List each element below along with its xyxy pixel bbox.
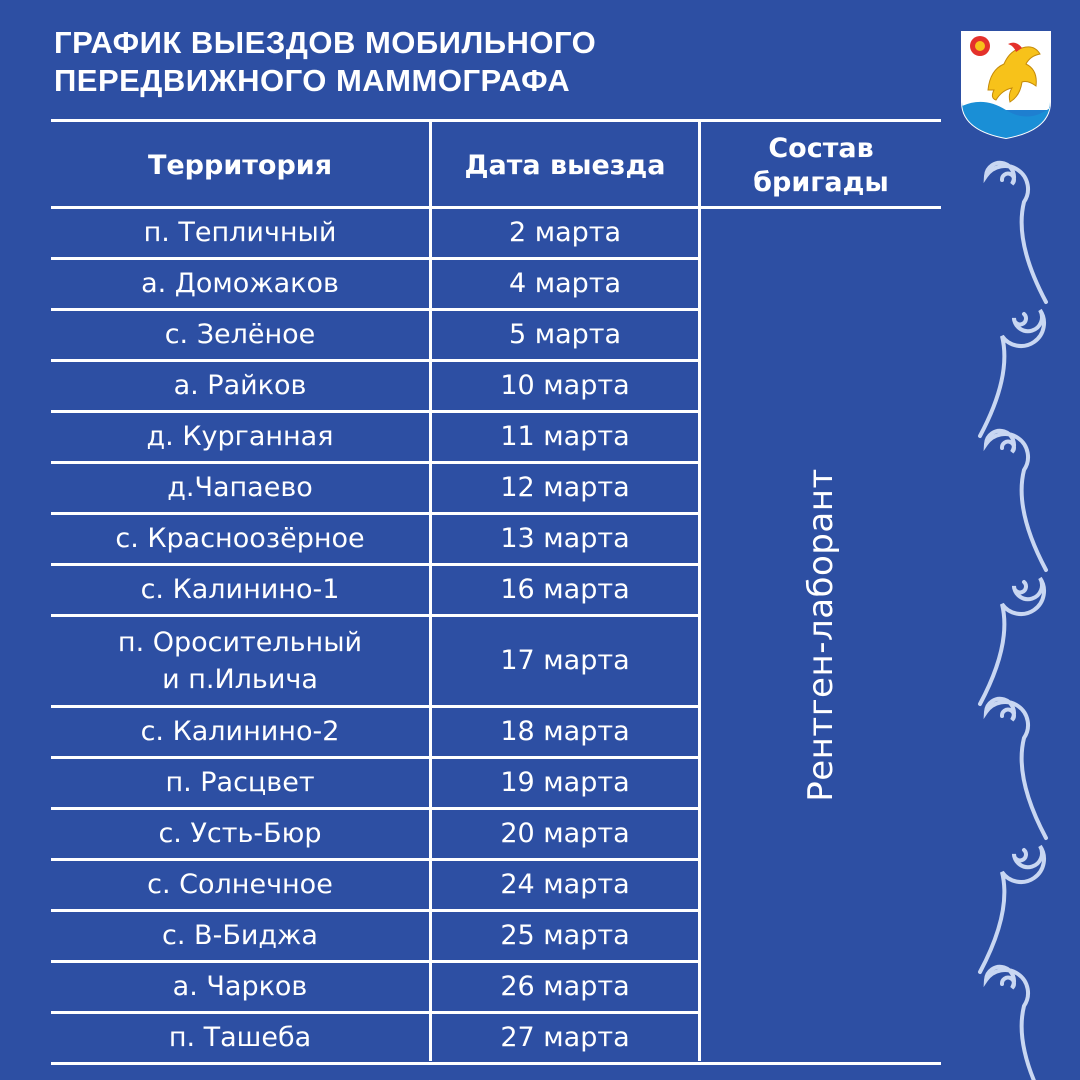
territory-cell: с. Калинино-2 xyxy=(140,716,340,747)
row-divider xyxy=(51,512,698,515)
date-cell: 18 марта xyxy=(500,716,630,747)
date-cell: 27 марта xyxy=(500,1022,630,1053)
row-divider xyxy=(51,756,698,759)
date-cell: 5 марта xyxy=(508,319,622,350)
row-divider xyxy=(51,858,698,861)
swirl-ornament-icon xyxy=(986,163,1046,302)
header-date: Дата выезда xyxy=(464,149,666,181)
row-divider xyxy=(51,1062,941,1065)
territory-cell: п. Тепличный xyxy=(143,217,337,248)
row-divider xyxy=(51,410,698,413)
date-cell: 20 марта xyxy=(500,818,630,849)
row-divider xyxy=(51,461,698,464)
territory-cell: а. Чарков xyxy=(172,971,308,1002)
schedule-table xyxy=(51,119,941,1064)
territory-cell: с. Красноозёрное xyxy=(115,523,365,554)
row-divider xyxy=(51,705,698,708)
page-title xyxy=(54,24,596,100)
row-divider xyxy=(51,1011,698,1014)
column-divider-2 xyxy=(698,119,701,1061)
territory-cell: с. В-Биджа xyxy=(162,920,318,951)
column-divider-1 xyxy=(429,119,432,1061)
territory-cell: а. Райков xyxy=(173,370,307,401)
row-divider xyxy=(51,257,698,260)
swirl-ornament-icon xyxy=(986,699,1046,838)
territory-cell: д.Чапаево xyxy=(167,472,313,503)
territory-cell: д. Курганная xyxy=(146,421,334,452)
brigade-value: Рентген-лаборант xyxy=(801,468,841,802)
territory-cell: с. Усть-Бюр xyxy=(158,818,322,849)
row-divider xyxy=(51,614,698,617)
date-cell: 11 марта xyxy=(500,421,630,452)
swirl-ornament-icon xyxy=(962,130,1080,1080)
territory-cell: с. Калинино-1 xyxy=(140,574,340,605)
swirl-ornament-icon xyxy=(980,310,1044,436)
territory-cell: с. Зелёное xyxy=(164,319,316,350)
territory-cell: п. Расцвет xyxy=(165,767,315,798)
row-divider xyxy=(51,807,698,810)
territory-cell: с. Солнечное xyxy=(147,869,333,900)
row-divider xyxy=(51,308,698,311)
swirl-ornament-icon xyxy=(986,431,1046,570)
row-divider xyxy=(51,359,698,362)
date-cell: 13 марта xyxy=(500,523,630,554)
date-cell: 24 марта xyxy=(500,869,630,900)
territory-cell: а. Доможаков xyxy=(141,268,339,299)
title-line-1: ГРАФИК ВЫЕЗДОВ МОБИЛЬНОГО xyxy=(54,25,597,60)
title-line-2: ПЕРЕДВИЖНОГО МАММОГРАФА xyxy=(54,63,571,98)
date-cell: 4 марта xyxy=(508,268,622,299)
swirl-ornament-icon xyxy=(980,846,1044,972)
date-cell: 2 марта xyxy=(508,217,622,248)
header-brigade: Состав бригады xyxy=(753,132,889,198)
row-divider xyxy=(51,563,698,566)
header-territory: Территория xyxy=(147,149,333,181)
swirl-ornament-icon xyxy=(986,967,1046,1080)
table-top-line xyxy=(51,119,941,122)
date-cell: 12 марта xyxy=(500,472,630,503)
territory-cell: п. Оросительный и п.Ильича xyxy=(117,627,363,695)
territory-cell: п. Ташеба xyxy=(168,1022,312,1053)
header-bottom-line xyxy=(51,206,941,209)
row-divider xyxy=(51,960,698,963)
date-cell: 26 марта xyxy=(500,971,630,1002)
coat-of-arms-icon xyxy=(960,30,1052,140)
date-cell: 17 марта xyxy=(500,645,630,676)
swirl-ornament-icon xyxy=(980,578,1044,704)
date-cell: 16 марта xyxy=(500,574,630,605)
date-cell: 19 марта xyxy=(500,767,630,798)
date-cell: 10 марта xyxy=(500,370,630,401)
brigade-cell xyxy=(701,209,941,1061)
row-divider xyxy=(51,909,698,912)
date-cell: 25 марта xyxy=(500,920,630,951)
